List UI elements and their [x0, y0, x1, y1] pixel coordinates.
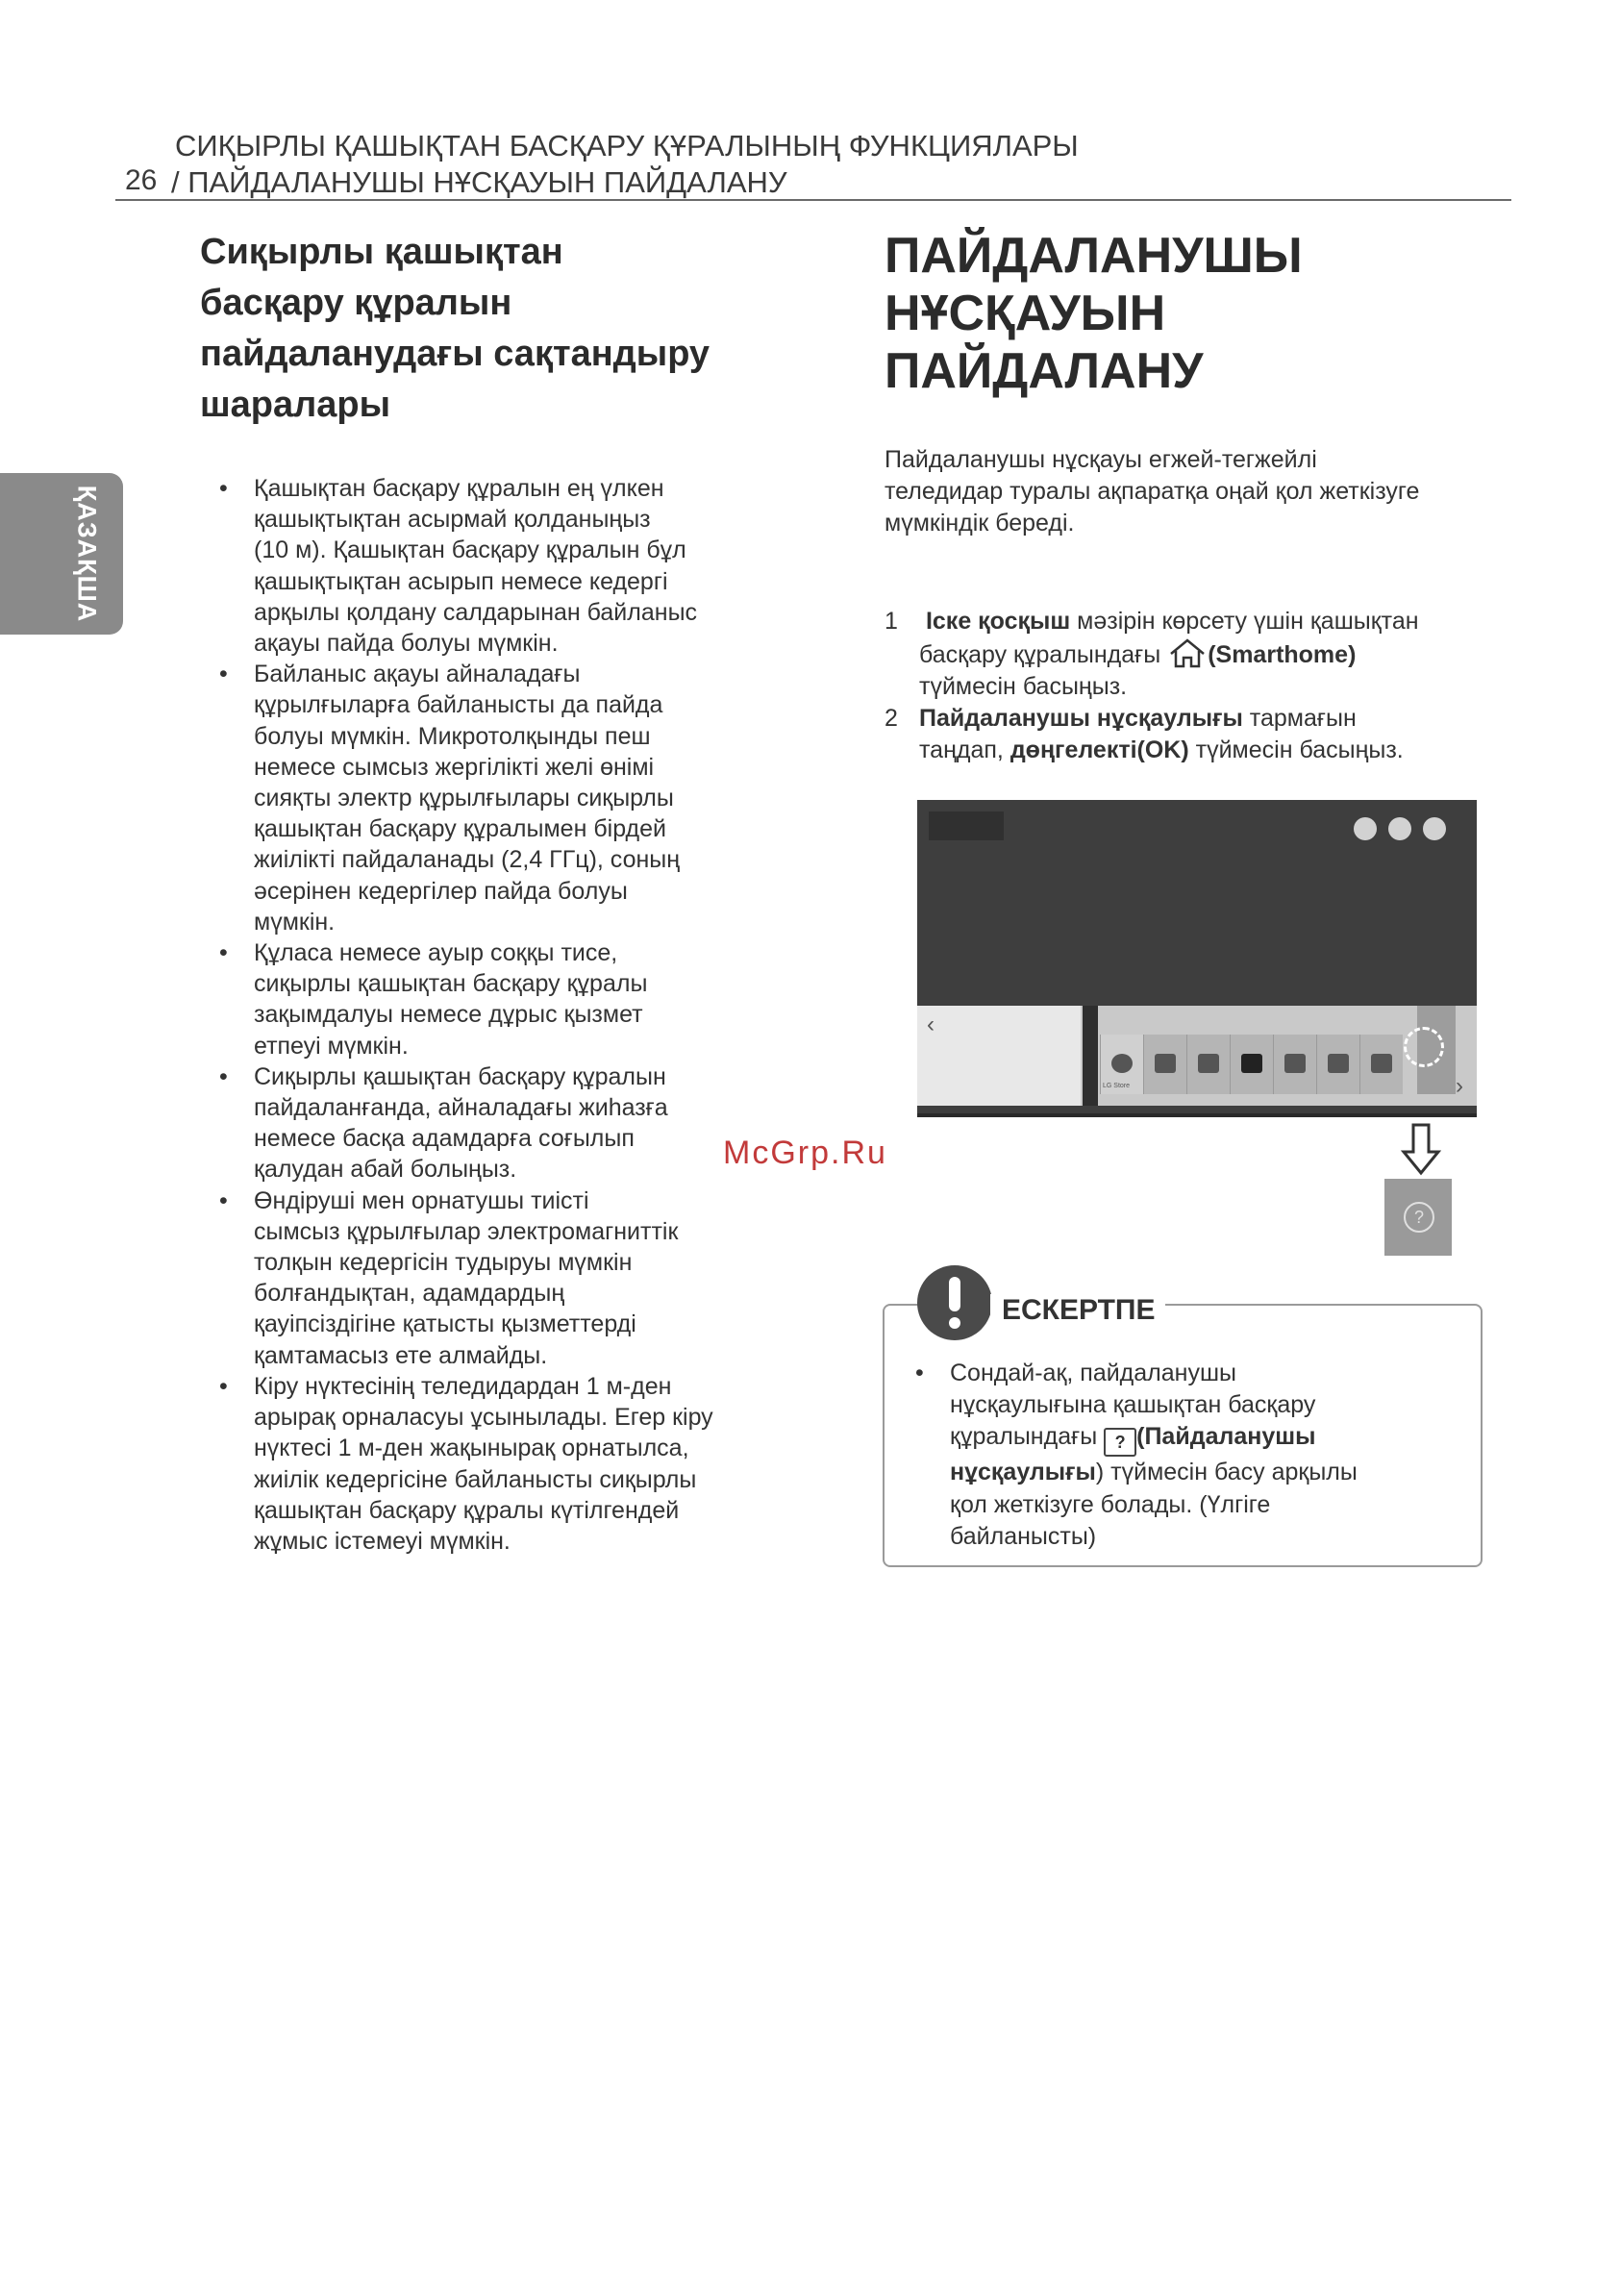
text-line: немесе сымсыз жергілікті желі өнімі: [254, 753, 655, 781]
text-fragment: ) түймесін басу арқылы: [1095, 1459, 1358, 1486]
header-title-line1: СИҚЫРЛЫ ҚАШЫҚТАН БАСҚАРУ ҚҰРАЛЫНЫҢ ФУНКЦИЯЛАРЫ: [175, 129, 1079, 162]
text-line: қашықтан басқару құралымен бірдей: [254, 815, 666, 843]
text-line: жұмыс істемеуі мүмкін.: [254, 1527, 511, 1555]
text-line: нұсқаулығына қашықтан басқару: [950, 1391, 1316, 1419]
intro-paragraph: [885, 444, 1500, 539]
question-icon: ?: [1404, 1202, 1434, 1233]
text-line: қалудан абай болыңыз.: [254, 1156, 517, 1184]
help-button-thumbnail: [1384, 1179, 1452, 1256]
precaution-item: [219, 659, 796, 937]
left-heading-line: басқару құралын: [200, 283, 512, 323]
text-line: сиқырлы қашықтан басқару құралы: [254, 970, 648, 998]
text-line: [919, 735, 1500, 766]
text-line: [950, 1421, 1463, 1457]
text-line: мүмкін.: [254, 908, 336, 936]
right-heading-line: ПАЙДАЛАНУШЫ: [885, 228, 1303, 284]
precaution-item: [219, 1061, 796, 1185]
tv-bottom-edge: [917, 1113, 1477, 1117]
exclamation-icon: [917, 1265, 992, 1340]
watermark: McGrp.Ru: [723, 1135, 887, 1171]
text-line: немесе басқа адамдарға соғылып: [254, 1125, 635, 1153]
text-fragment: басқару құралындағы: [919, 641, 1168, 668]
text-line: жиілік кедергісіне байланысты сиқырлы: [254, 1465, 697, 1493]
bullet-dot: •: [219, 1186, 228, 1214]
steps-list: [885, 606, 1500, 766]
app-tile: [1230, 1035, 1273, 1094]
chevron-left-icon: ‹: [927, 1011, 935, 1037]
text-line: етпеуі мүмкін.: [254, 1032, 409, 1060]
note-item: [915, 1358, 1463, 1553]
app-tile: [1316, 1035, 1359, 1094]
launcher-divider: [1083, 1006, 1098, 1106]
bullet-dot: •: [219, 1372, 228, 1400]
language-side-label: ҚАЗАҚША: [72, 485, 102, 623]
left-heading-line: Сиқырлы қашықтан: [200, 232, 563, 272]
text-line: пайдаланғанда, айналадағы жиһазға: [254, 1094, 668, 1122]
text-line: жиілікті пайдаланады (2,4 ГГц), соның: [254, 846, 681, 874]
step-number: 1: [885, 608, 898, 635]
text-line: [919, 637, 1500, 671]
text-line: қашықтан басқару құралы күтілгендей: [254, 1496, 680, 1524]
intro-line: мүмкіндік береді.: [885, 510, 1075, 537]
tv-screen-illustration: [917, 800, 1477, 1117]
app-tile: [1186, 1035, 1230, 1094]
text-line: Кіру нүктесінің теледидардан 1 м-ден: [254, 1372, 672, 1400]
bullet-dot: •: [219, 661, 228, 688]
launcher-term: Іске қосқыш: [925, 608, 1071, 635]
text-line: әсерінен кедергілер пайда болуы: [254, 877, 628, 905]
text-line: нүктесі 1 м-ден жақынырақ орнатылса,: [254, 1435, 689, 1462]
user-guide-term: Пайдаланушы нұсқаулығы: [919, 705, 1243, 732]
left-heading-line: пайдаланудағы сақтандыру: [200, 334, 710, 374]
text-line: қауіпсіздігіне қатысты қызметтерді: [254, 1310, 636, 1338]
tv-status-dot: [1423, 817, 1446, 840]
text-fragment: түймесін басыңыз.: [1188, 736, 1404, 763]
text-line: Өндіруші мен орнатушы тиісті: [254, 1186, 589, 1214]
right-section-heading: [885, 227, 1303, 400]
precaution-item: [219, 937, 796, 1061]
wheel-ok-term: дөңгелекті(OK): [1009, 736, 1189, 763]
text-line: (10 м). Қашықтан басқару құралын бұл: [254, 537, 686, 564]
text-line: Байланыс ақауы айналадағы: [254, 661, 581, 688]
text-line: қашықтықтан асырып немесе кедергі: [254, 567, 668, 595]
text-line: қамтамасыз ете алмайды.: [254, 1341, 548, 1369]
smarthome-term: (Smarthome): [1208, 641, 1357, 668]
text-line: [950, 1457, 1463, 1488]
text-line: болуы мүмкін. Микротолқынды пеш: [254, 722, 651, 750]
app-tile: [1273, 1035, 1316, 1094]
text-line: Сондай-ақ, пайдаланушы: [950, 1360, 1236, 1386]
tv-status-dot: [1354, 817, 1377, 840]
tv-input-box: [929, 811, 1004, 840]
precaution-item: [219, 1185, 796, 1371]
text-line: Сиқырлы қашықтан басқару құралын: [254, 1062, 666, 1090]
page-number: 26: [125, 164, 158, 196]
bullet-dot: •: [219, 475, 228, 502]
lg-store-label: LG Store: [1103, 1083, 1131, 1089]
left-heading-line: шаралары: [200, 385, 391, 425]
step-number: 2: [885, 705, 898, 732]
left-section-heading: [200, 227, 835, 431]
text-line: болғандықтан, адамдардың: [254, 1280, 565, 1308]
precaution-item: [219, 473, 796, 659]
arrow-down-icon: [1400, 1123, 1442, 1177]
question-box-icon: ?: [1104, 1428, 1136, 1457]
focus-ring-icon: [1404, 1027, 1444, 1067]
bullet-dot: •: [915, 1360, 924, 1386]
app-tile: [1359, 1035, 1403, 1094]
text-line: ақауы пайда болуы мүмкін.: [254, 630, 559, 658]
note-title: ЕСКЕРТПЕ: [990, 1294, 1165, 1327]
precaution-item: [219, 1371, 796, 1557]
text-line: [919, 703, 1500, 735]
language-side-tab: [0, 473, 123, 635]
user-guide-term: нұсқаулығы: [950, 1459, 1096, 1486]
text-line: қол жеткізуге болады. (Үлгіге: [950, 1490, 1271, 1518]
app-tile: [1143, 1035, 1186, 1094]
home-icon: [1167, 637, 1208, 670]
right-heading-line: ПАЙДАЛАНУ: [885, 343, 1204, 399]
launcher-bar: [917, 1006, 1477, 1106]
text-line: қашықтықтан асырмай қолданыңыз: [254, 506, 651, 534]
text-line: түймесін басыңыз.: [919, 673, 1128, 700]
text-line: құрылғыларға байланысты да пайда: [254, 691, 663, 719]
header-title-line2: / ПАЙДАЛАНУШЫ НҰСҚАУЫН ПАЙДАЛАНУ: [171, 165, 787, 199]
header-rule: [115, 199, 1511, 201]
text-line: Құласа немесе ауыр соққы тисе,: [254, 939, 618, 967]
tv-status-dot: [1388, 817, 1411, 840]
user-guide-term: (Пайдаланушы: [1136, 1423, 1316, 1451]
text-line: сияқты электр құрылғылары сиқырлы: [254, 785, 674, 812]
intro-line: Пайдаланушы нұсқауы егжей-тегжейлі: [885, 446, 1317, 473]
text-line: Қашықтан басқару құралын ең үлкен: [254, 475, 664, 502]
step-2: [885, 703, 1500, 766]
step-1: [885, 606, 1500, 703]
intro-line: теледидар туралы ақпаратқа оңай қол жеткізуге: [885, 478, 1420, 505]
chevron-right-icon: ›: [1456, 1073, 1463, 1099]
text-line: толқын кедергісін тудыруы мүмкін: [254, 1249, 633, 1277]
text-fragment: таңдап,: [919, 736, 1010, 763]
bullet-dot: •: [219, 939, 228, 967]
text-fragment: тармағын: [1242, 705, 1357, 732]
text-line: арқылы қолдану салдарынан байланыс: [254, 598, 698, 626]
launcher-recent-panel: [917, 1006, 1081, 1106]
lg-store-tile: [1100, 1035, 1143, 1094]
bullet-dot: •: [219, 1062, 228, 1090]
text-line: сымсыз құрылғылар электромагниттік: [254, 1217, 679, 1245]
text-line: байланысты): [950, 1522, 1097, 1550]
text-line: арырақ орналасуы ұсынылады. Егер кіру: [254, 1404, 713, 1432]
text-fragment: мәзірін көрсету үшін қашықтан: [1070, 608, 1419, 635]
precautions-list: [219, 473, 796, 1557]
text-line: зақымдалуы немесе дұрыс қызмет: [254, 1001, 643, 1029]
text-fragment: құралындағы: [950, 1423, 1105, 1451]
text-line: [919, 606, 1500, 637]
note-text: [915, 1358, 1463, 1553]
right-heading-line: НҰСҚАУЫН: [885, 286, 1166, 341]
